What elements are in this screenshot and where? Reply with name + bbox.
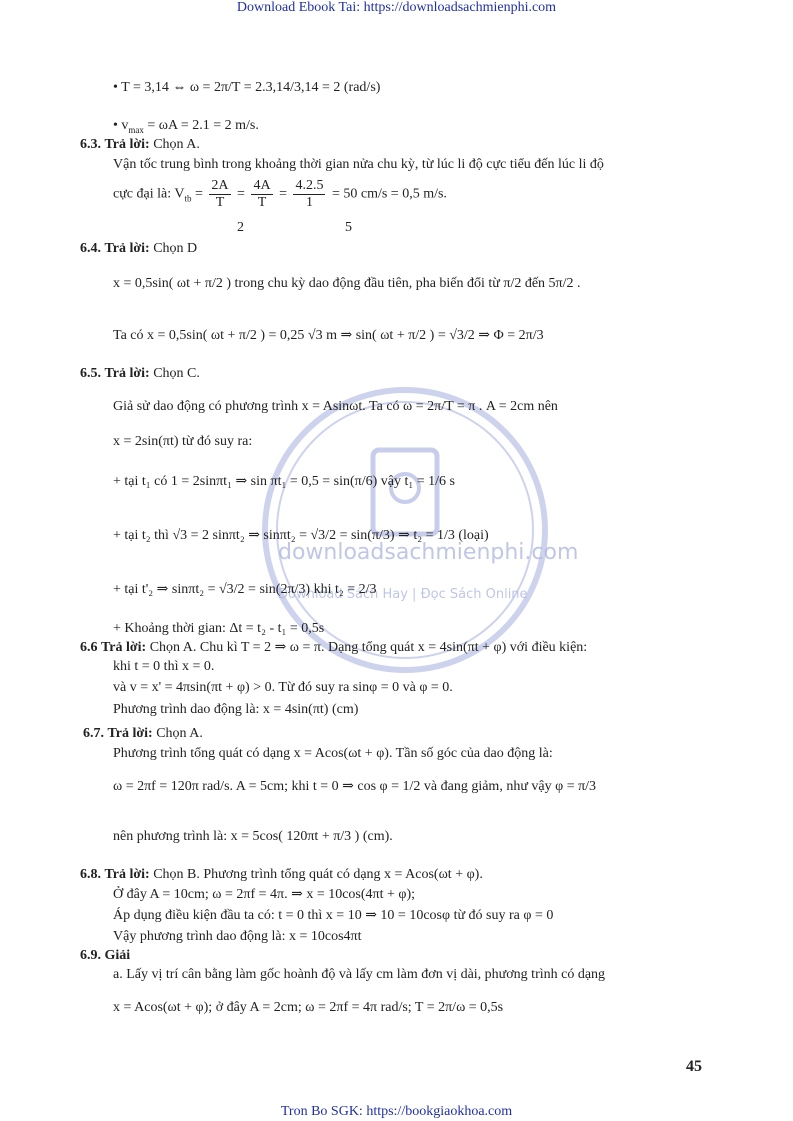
- text-span: = ωA = 2.1 = 2 m/s.: [143, 118, 259, 133]
- answer-label: Trả lời:: [104, 867, 150, 882]
- denominator: 1: [305, 195, 313, 210]
- section-label: 6.4.: [80, 241, 101, 256]
- answer-choice: Chọn A.: [152, 726, 203, 741]
- text-line: + Khoảng thời gian: Δt = t₂ - t₁ = 0,5s: [113, 621, 325, 636]
- text-line: [113, 118, 259, 138]
- answer-label: Giải: [104, 948, 131, 963]
- answer-choice: Chọn C.: [149, 366, 200, 381]
- section-label: 6.9.: [80, 948, 101, 963]
- text-line: cực đại là: $V_{tb}$ = $\frac{2A}{T}$ = $\frac{4A}{T}$ = $\frac{4.2.5}{1}$ = 50 cm/s = 0,5 m/s.: [113, 178, 447, 210]
- watermark-tagline: Download Sách Hay | Đọc Sách Online: [278, 587, 528, 602]
- page-number: 45: [686, 1058, 702, 1075]
- fraction: [293, 178, 325, 211]
- text-line: x = 0,5sin( ωt + π/2 ) trong chu kỳ dao động đầu tiên, pha biến đổi từ π/2 đến 5π/2 .: [113, 276, 581, 291]
- answer-choice: Chọn A.: [149, 137, 200, 152]
- text-line: 5: [345, 220, 352, 235]
- answer-label: Trả lời:: [104, 366, 150, 381]
- text-line: Áp dụng điều kiện đầu ta có: t = 0 thì x = 10 ⇒ 10 = 10cosφ từ đó suy ra φ = 0: [113, 908, 554, 923]
- answer-label: Trả lời:: [101, 640, 147, 655]
- text-line: nên phương trình là: x = 5cos( 120πt + π/3 ) (cm).: [113, 829, 393, 844]
- text-line: Phương trình dao động là: x = 4sin(πt) (cm): [113, 702, 359, 717]
- answer-6-4: [80, 241, 197, 257]
- text-line: 2: [237, 220, 244, 235]
- text-line: ω = 2πf = 120π rad/s. A = 5cm; khi t = 0 ⇒ cos φ = 1/2 và đang giảm, như vậy φ = π/3: [113, 779, 597, 794]
- numerator: 4A: [253, 178, 271, 193]
- answer-choice: Chọn B. Phương trình tổng quát có dạng x = Acos(ωt + φ).: [149, 867, 483, 882]
- text-span: cực đại là: V: [113, 186, 185, 202]
- answer-6-6: [80, 640, 587, 656]
- answer-6-9: [80, 948, 130, 964]
- fraction: [251, 178, 272, 211]
- answer-6-8: [80, 867, 483, 883]
- text-line: + tại t'₂ ⇒ sinπt₂ = √3/2 = sin(2π/3) khi t₂ = 2/3: [113, 582, 377, 597]
- watermark-brand: downloadsachmienphi.com: [278, 540, 579, 565]
- text-span: = 50 cm/s = 0,5 m/s.: [331, 186, 447, 202]
- answer-label: Trả lời:: [107, 726, 153, 741]
- section-label: 6.6: [80, 640, 98, 655]
- text-line: Vận tốc trung bình trong khoảng thời gian nửa chu kỳ, từ lúc li độ cực tiểu đến lúc li độ: [113, 157, 604, 172]
- header-download-link[interactable]: Download Ebook Tai: https://downloadsachmienphi.com: [236, 0, 557, 15]
- answer-choice: Chọn D: [149, 241, 198, 256]
- text-span: =: [191, 186, 207, 202]
- answer-6-7: [83, 726, 203, 742]
- text-line: + tại t₁ có 1 = 2sinπt₁ ⇒ sin πt₁ = 0,5 = sin(π/6) vậy t₁ = 1/6 s: [113, 474, 455, 489]
- section-label: 6.7.: [83, 726, 104, 741]
- answer-label: Trả lời:: [104, 241, 150, 256]
- text-line: + tại t₂ thì √3 = 2 sinπt₂ ⇒ sinπt₂ = √3/2 = sin(π/3) ⇒ t₂ = 1/3 (loại): [113, 528, 489, 543]
- section-label: 6.5.: [80, 366, 101, 381]
- section-label: 6.8.: [80, 867, 101, 882]
- text-line: a. Lấy vị trí cân bằng làm gốc hoành độ và lấy cm làm đơn vị dài, phương trình có dạng: [113, 967, 606, 982]
- text-line: x = 2sin(πt) từ đó suy ra:: [113, 434, 253, 449]
- answer-6-5: [80, 366, 200, 382]
- text-line: • T = 3,14 ⇔ ω = 2π/T = 2.3,14/3,14 = 2 (rad/s): [113, 80, 381, 95]
- text-line: Ở đây A = 10cm; ω = 2πf = 4π. ⇒ x = 10cos(4πt + φ);: [113, 887, 416, 902]
- numerator: 4.2.5: [295, 178, 324, 193]
- text-line: khi t = 0 thì x = 0.: [113, 659, 215, 674]
- text-line: x = Acos(ωt + φ); ở đây A = 2cm; ω = 2πf = 4π rad/s; T = 2π/ω = 0,5s: [113, 1000, 504, 1015]
- subscript: max: [128, 124, 144, 135]
- numerator: 2A: [211, 178, 229, 193]
- denominator: T: [215, 195, 225, 210]
- denominator: T: [257, 195, 267, 210]
- answer-label: Trả lời:: [104, 137, 150, 152]
- fraction: [209, 178, 230, 211]
- text-line: và v = x' = 4πsin(πt + φ) > 0. Từ đó suy ra sinφ = 0 và φ = 0.: [113, 680, 453, 695]
- text-line: Giả sử dao động có phương trình x = Asinωt. Ta có ω = 2π/T = π . A = 2cm nên: [113, 399, 558, 414]
- answer-6-3: [80, 137, 200, 153]
- text-span: • v: [113, 118, 129, 133]
- section-label: 6.3.: [80, 137, 101, 152]
- text-line: Ta có x = 0,5sin( ωt + π/2 ) = 0,25 √3 m ⇒ sin( ωt + π/2 ) = √3/2 ⇒ Φ = 2π/3: [113, 328, 544, 343]
- text-line: Vậy phương trình dao động là: x = 10cos4πt: [113, 929, 362, 944]
- footer-link[interactable]: Tron Bo SGK: https://bookgiaokhoa.com: [280, 1104, 513, 1119]
- answer-choice: Chọn A. Chu kì T = 2 ⇒ ω = π. Dạng tổng quát x = 4sin(πt + φ) với điều kiện:: [146, 640, 588, 655]
- subscript: tb: [184, 193, 192, 204]
- text-line: Phương trình tổng quát có dạng x = Acos(ωt + φ). Tần số góc của dao động là:: [113, 746, 553, 761]
